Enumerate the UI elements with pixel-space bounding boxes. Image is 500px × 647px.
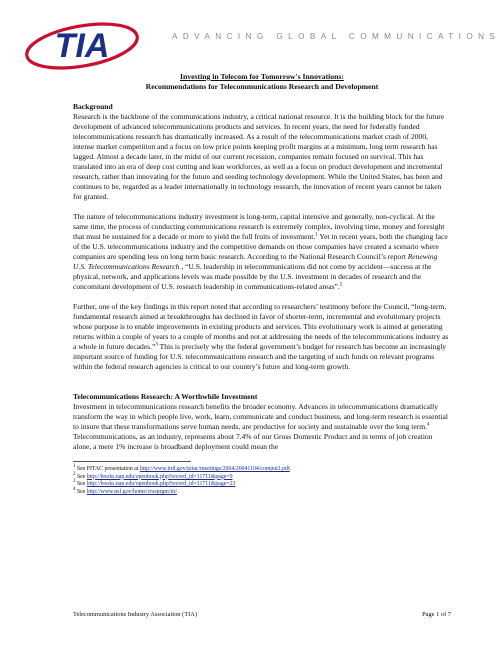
footnote-2-link[interactable]: http://books.nap.edu/openbook.php?record_id=11711&page=9 — [86, 473, 233, 480]
footnote-2-number: 2 — [73, 471, 76, 477]
report-title: Renewing U.S. Telecommunications Research — [73, 252, 438, 271]
investment-text-a: Investment in telecommunications research benefits the broader economy. Advances in telecommunications dramatically transform the way in which people live, work, learn, communicate and conduct business, and long-term research is essential to insure that these transformations serve human needs, are productive for society and sustainable over the long term. — [73, 402, 448, 431]
footnote-2-pre: See — [75, 473, 87, 480]
footnote-1-pre: See PITAC presentation at — [75, 466, 140, 472]
document-title — [73, 72, 451, 92]
footnote-mark-2: 2 — [339, 282, 343, 288]
page-footer — [73, 611, 451, 618]
footer-page-number: Page 1 of 7 — [422, 611, 451, 618]
footnote-4-number: 4 — [73, 486, 76, 492]
footnote-3 — [73, 481, 451, 489]
header-tagline: ADVANCING GLOBAL COMMUNICATIONS — [172, 32, 500, 41]
footnote-3-pre: See — [75, 481, 87, 488]
heading-worthwhile-investment: Telecommunications Research: A Worthwhile Investment — [73, 392, 258, 401]
footnote-4-pre: See — [75, 488, 87, 495]
footnote-3-number: 3 — [73, 479, 76, 485]
logo-text: TIA — [54, 27, 110, 65]
footnote-1-number: 1 — [73, 464, 76, 470]
para2-text-c: , “U.S. leadership in telecommunications did not come by accident—success at the physical, network, and applications levels was made possible by the U.S. investment in decades of research and the concomitant development of U.S. research leadership in communications-related areas”. — [73, 262, 432, 291]
footnote-divider — [73, 461, 191, 462]
background-paragraph-3 — [73, 302, 451, 372]
para2-text-a: The nature of telecommunications industry investment is long-term, capital intensive and generally, non-cyclical. At the same time, the process of conducting communications research is extremely complex, involving time, money and foresight that must be sustained for a decade or more to yield the full fruits of investment. — [73, 212, 445, 241]
para3-text-a: Further, one of the key findings in this report noted that according to researchers’ testimony before the Council, “long-term, fundamental research aimed at breakthroughs has declined in favor of shorter-term, incremental and evolutionary projects whose purpose is to enable improvements in existing products and services. This evolutionary work is aimed at generating returns within a couple of years to a couple of months and not at addressing the needs of the telecommunications industry as a whole in future decades.” — [73, 302, 449, 351]
footnote-4-post: . — [177, 488, 179, 495]
heading-background: Background — [73, 102, 113, 111]
page-header — [0, 0, 500, 72]
footnote-3-link[interactable]: http://books.nap.edu/openbook.php?record_id=11711&page=23 — [86, 481, 236, 488]
footnote-1 — [73, 466, 451, 474]
title-line-2: Recommendations for Telecommunications Research and Development — [145, 82, 379, 91]
title-line-1: Investing in Telecom for Tomorrow's Innovations: — [180, 72, 344, 81]
para2-text-b: Yet in recent years, both the changing face of the U.S. telecommunications industry and the competitive demands on those companies have created a scenario where companies are spending less on long term basic research. According to the National Research Council’s report — [73, 232, 448, 261]
footnote-mark-1: 1 — [315, 232, 318, 238]
investment-text-b: Telecommunications, as an industry, represents about 7.4% of our Gross Domestic Product and in terms of job creation alone, a mere 1% increase is broadband deployment could mean the — [73, 432, 433, 451]
background-paragraph-2 — [73, 212, 451, 292]
para3-text-b: This is precisely why the federal government’s budget for research has become an increasingly important source of funding for U.S. telecommunications research and the targeting of such funds on relevant programs within the federal research agencies is critical to our country’s future and long-term growth. — [73, 342, 447, 371]
document-body — [73, 72, 451, 496]
tia-logo — [22, 16, 142, 72]
footnote-4-link[interactable]: http://www.nsf.gov/home/crssprgm/itr/ — [86, 488, 178, 495]
footer-organization: Telecommunications Industry Association (TIA) — [73, 611, 197, 618]
footnote-4 — [73, 486, 451, 497]
investment-paragraph — [73, 402, 451, 452]
background-paragraph-1: Research is the backbone of the communications industry, a critical national resource. It is the building block for the future development of advanced telecommunications products and services. In recent years, the need for federally funded telecommunications research has dramatically increased. As a result of the telecommunications market crash of 2000, intense market competition and a focus on low price points keeping profit margins at a minimum, long term research has lagged. Almost a decade later, in the midst of our current recession, companies remain focused on survival. This has translated into an era of deep cost cutting and lean workforces, as well as a focus on product development and incremental research, rather than innovating for the future and seeding technology development. While the United States, has been and continues to be, regarded as a leader internationally in technology research, the innovation of recent years cannot be taken for granted. — [73, 112, 445, 201]
footnote-mark-4: 4 — [426, 422, 430, 428]
footnote-1-link[interactable]: http://www.itrd.gov/pitac/meetings/2004/20041104/comput1.pdf — [139, 466, 290, 472]
footnote-1-post: . — [289, 466, 292, 472]
footnote-mark-3: 3 — [155, 342, 158, 348]
